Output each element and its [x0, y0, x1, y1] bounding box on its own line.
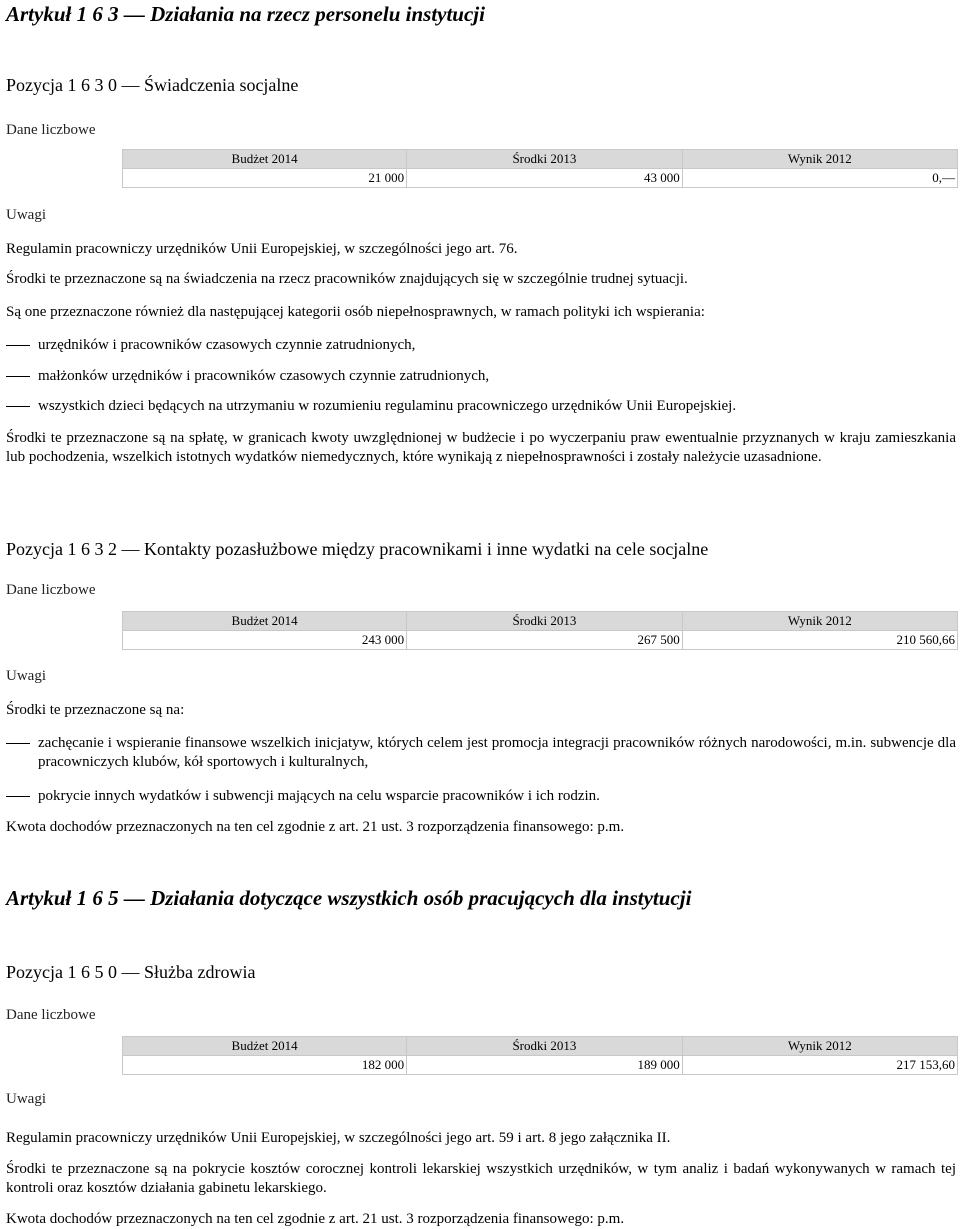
value-appropriations: 43 000	[407, 169, 683, 188]
article-heading-163	[6, 2, 956, 27]
header-appropriations: Środki 2013	[407, 1037, 683, 1056]
article-heading-165	[6, 886, 956, 911]
header-budget: Budżet 2014	[123, 1037, 407, 1056]
list-item-text: pokrycie innych wydatków i subwencji mających na celu wsparcie pracowników i ich rodzin.	[38, 788, 600, 804]
article-title: Artykuł 1 6 3 — Działania na rzecz personelu instytucji	[6, 2, 485, 26]
header-budget: Budżet 2014	[123, 150, 407, 169]
value-budget: 182 000	[123, 1056, 407, 1075]
header-appropriations: Środki 2013	[407, 150, 683, 169]
header-outturn: Wynik 2012	[682, 150, 957, 169]
list-item-text: wszystkich dzieci będących na utrzymaniu w rozumieniu regulaminu pracowniczego urzędników Unii Europejskiej.	[38, 398, 737, 414]
dash-bullet	[6, 376, 30, 377]
value-outturn: 217 153,60	[682, 1056, 957, 1075]
header-budget: Budżet 2014	[123, 612, 407, 631]
table-row	[123, 631, 958, 650]
list-item-text: małżonków urzędników i pracowników czasowych czynnie zatrudnionych,	[38, 368, 490, 384]
figures-label: Dane liczbowe	[6, 1007, 96, 1023]
budget-table-1650	[122, 1036, 958, 1075]
table-row	[123, 169, 958, 188]
list-item	[6, 367, 956, 386]
budget-table-1632	[122, 611, 958, 650]
remarks-label: Uwagi	[6, 1091, 46, 1107]
paragraph: Środki te przeznaczone są na pokrycie kosztów corocznej kontroli lekarskiej wszystkich urzędników, w tym analiz i badań wykonywanych w ramach tej kontroli oraz kosztów działania gabinetu lekarskiego.	[6, 1161, 956, 1196]
item-heading-1630: Pozycja 1 6 3 0 — Świadczenia socjalne	[6, 75, 299, 95]
paragraph: Kwota dochodów przeznaczonych na ten cel zgodnie z art. 21 ust. 3 rozporządzenia finansowego: p.m.	[6, 1211, 625, 1227]
table-header-row	[123, 612, 958, 631]
figures-label: Dane liczbowe	[6, 122, 96, 138]
item-heading-1650: Pozycja 1 6 5 0 — Służba zdrowia	[6, 962, 256, 982]
dash-bullet	[6, 406, 30, 407]
figures-label: Dane liczbowe	[6, 582, 96, 598]
value-appropriations: 267 500	[407, 631, 683, 650]
budget-table-1630	[122, 149, 958, 188]
paragraph: Środki te przeznaczone są na:	[6, 702, 185, 718]
paragraph: Regulamin pracowniczy urzędników Unii Europejskiej, w szczególności jego art. 76.	[6, 241, 518, 257]
article-title: Artykuł 1 6 5 — Działania dotyczące wszystkich osób pracujących dla instytucji	[6, 886, 692, 910]
table-row	[123, 1056, 958, 1075]
list-item-text: urzędników i pracowników czasowych czynnie zatrudnionych,	[38, 337, 416, 353]
list-item	[6, 336, 956, 355]
paragraph: Środki te przeznaczone są na świadczenia na rzecz pracowników znajdujących się w szczególnie trudnej sytuacji.	[6, 271, 688, 287]
dash-bullet	[6, 743, 30, 744]
dash-bullet	[6, 345, 30, 346]
table-header-row	[123, 1037, 958, 1056]
paragraph: Kwota dochodów przeznaczonych na ten cel zgodnie z art. 21 ust. 3 rozporządzenia finansowego: p.m.	[6, 819, 625, 835]
list-item	[6, 734, 956, 772]
list-item-text: zachęcanie i wspieranie finansowe wszelkich inicjatyw, których celem jest promocja integracji pracowników różnych narodowości, m.in. subwencje dla pracowniczych klubów, kół sportowych i kulturalnych,	[38, 735, 956, 770]
value-outturn: 210 560,66	[682, 631, 957, 650]
remarks-label: Uwagi	[6, 207, 46, 223]
item-heading-1632: Pozycja 1 6 3 2 — Kontakty pozasłużbowe między pracownikami i inne wydatki na cele socjalne	[6, 539, 709, 559]
list-item	[6, 397, 956, 416]
table-header-row	[123, 150, 958, 169]
value-outturn: 0,—	[682, 169, 957, 188]
value-budget: 243 000	[123, 631, 407, 650]
list-item	[6, 787, 956, 806]
header-appropriations: Środki 2013	[407, 612, 683, 631]
dash-bullet	[6, 796, 30, 797]
value-appropriations: 189 000	[407, 1056, 683, 1075]
header-outturn: Wynik 2012	[682, 1037, 957, 1056]
paragraph: Są one przeznaczone również dla następującej kategorii osób niepełnosprawnych, w ramach polityki ich wspierania:	[6, 304, 705, 320]
value-budget: 21 000	[123, 169, 407, 188]
header-outturn: Wynik 2012	[682, 612, 957, 631]
paragraph: Regulamin pracowniczy urzędników Unii Europejskiej, w szczególności jego art. 59 i art. 8 jego załącznika II.	[6, 1130, 671, 1146]
remarks-label: Uwagi	[6, 668, 46, 684]
paragraph: Środki te przeznaczone są na spłatę, w granicach kwoty uwzględnionej w budżecie i po wyczerpaniu praw ewentualnie przyznanych w kraju zamieszkania lub pochodzenia, wszelkich istotnych wydatków niemedycznych, które wynikają z niepełnosprawności i zostały należycie uzasadnione.	[6, 430, 956, 465]
